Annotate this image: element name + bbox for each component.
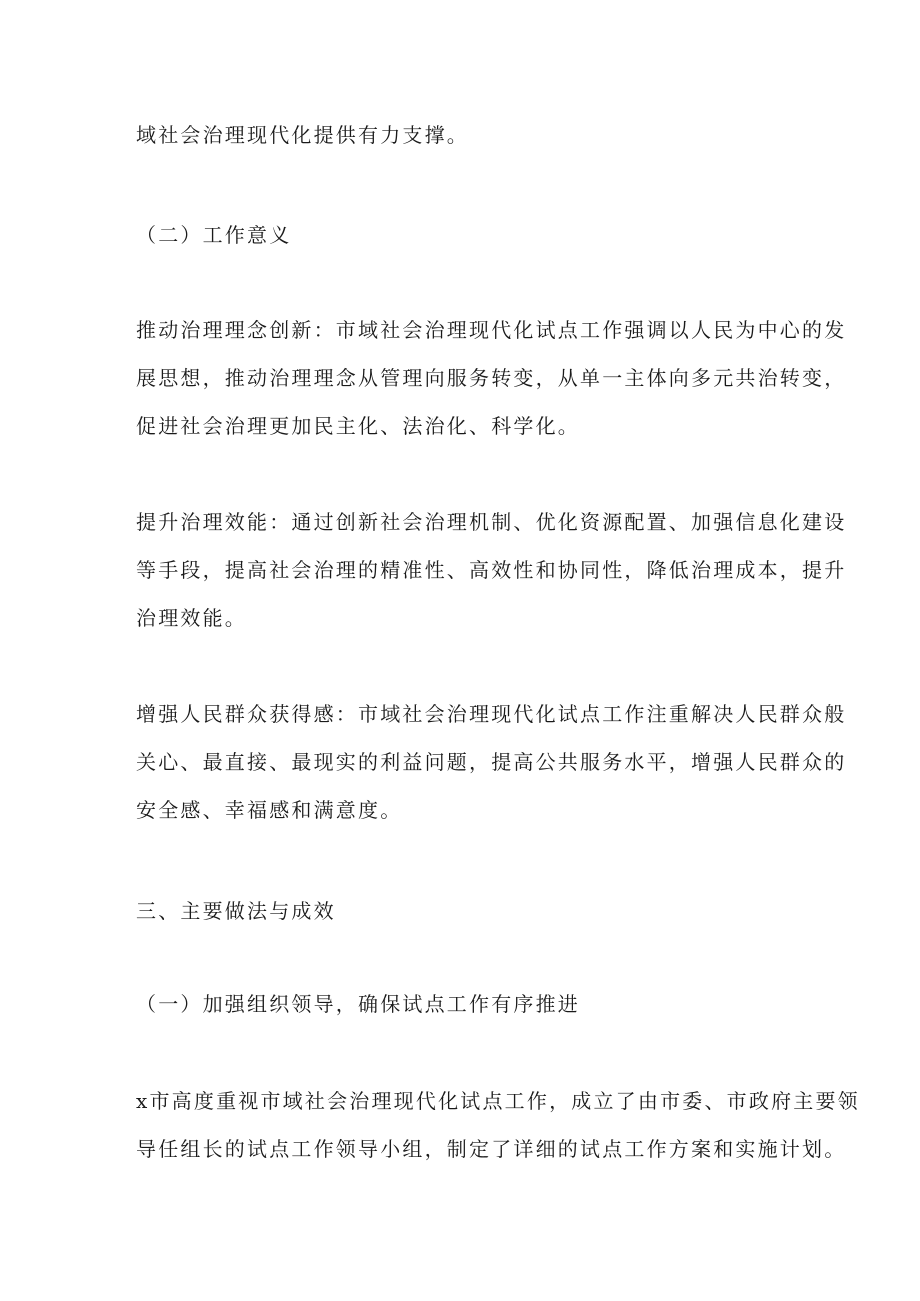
paragraph-line: 增强人民群众获得感：市域社会治理现代化试点工作注重解决人民群众般 [136, 702, 847, 726]
continuation-text: 域社会治理现代化提供有力支撑。 [136, 123, 469, 147]
paragraph-line: 治理效能。 [136, 606, 247, 630]
paragraph-governance-efficiency [136, 498, 847, 642]
section-heading-main-practices: 三、主要做法与成效 [136, 899, 336, 923]
paragraph-line: 导任组长的试点工作领导小组，制定了详细的试点工作方案和实施计划。 [136, 1137, 847, 1161]
paragraph-line: 推动治理理念创新：市域社会治理现代化试点工作强调以人民为中心的发 [136, 318, 847, 342]
paragraph-governance-concept [136, 306, 847, 450]
subheading-strengthen-leadership: （一）加强组织领导，确保试点工作有序推进 [136, 992, 580, 1016]
paragraph-line: 关心、最直接、最现实的利益问题，提高公共服务水平，增强人民群众的 [136, 750, 847, 774]
paragraph-line: 安全感、幸福感和满意度。 [136, 798, 403, 822]
paragraph-public-satisfaction [136, 690, 847, 834]
paragraph-leadership-group [136, 1077, 860, 1173]
paragraph-line: 提升治理效能：通过创新社会治理机制、优化资源配置、加强信息化建设 [136, 510, 847, 534]
subheading-work-significance: （二）工作意义 [136, 223, 292, 247]
paragraph-line: 等手段，提高社会治理的精准性、高效性和协同性，降低治理成本，提升 [136, 558, 847, 582]
paragraph-line: 促进社会治理更加民主化、法治化、科学化。 [136, 414, 580, 438]
paragraph-line: 展思想，推动治理理念从管理向服务转变，从单一主体向多元共治转变， [136, 366, 847, 390]
paragraph-line: x市高度重视市域社会治理现代化试点工作，成立了由市委、市政府主要领 [136, 1089, 860, 1113]
